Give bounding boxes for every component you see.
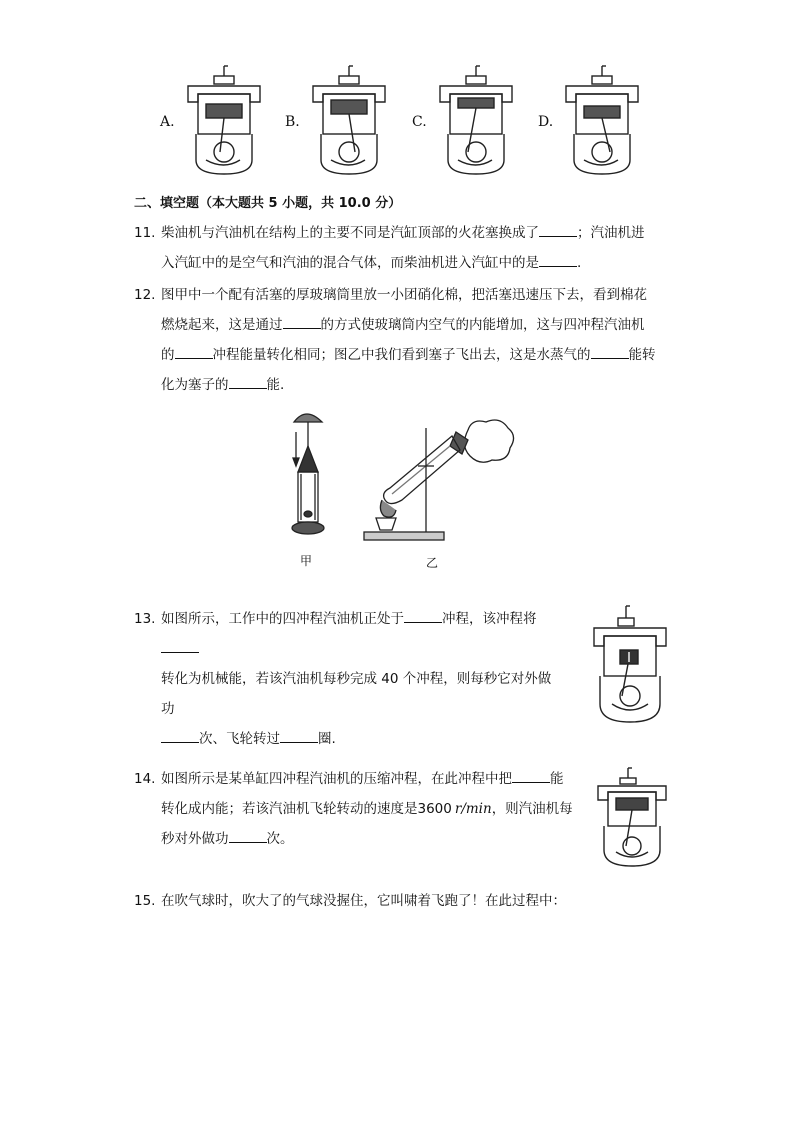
question-body bbox=[161, 218, 645, 278]
question-text: 次。 bbox=[266, 831, 294, 847]
question-text: 秒对外做功 bbox=[161, 831, 229, 847]
answer-blank[interactable] bbox=[539, 222, 577, 237]
option-b bbox=[285, 64, 395, 182]
question-number: 13. bbox=[134, 611, 156, 627]
option-a bbox=[160, 64, 270, 182]
section-title: 二、填空题（本大题共 5 小题，共 10.0 分） bbox=[134, 196, 402, 211]
question-text: 能. bbox=[266, 377, 285, 393]
option-d bbox=[538, 64, 648, 182]
question-15 bbox=[134, 886, 674, 916]
question-text: 圈. bbox=[318, 731, 336, 747]
answer-blank[interactable] bbox=[229, 374, 267, 389]
question-text: 能 bbox=[550, 771, 564, 787]
engine-diagram-icon bbox=[562, 64, 642, 176]
question-text: 如图所示是某单缸四冲程汽油机的压缩冲程，在此冲程中把 bbox=[161, 771, 512, 787]
question-text: 图甲中一个配有活塞的厚玻璃筒里放一小团硝化棉，把活塞迅速压下去，看到棉花 bbox=[161, 287, 647, 303]
answer-blank[interactable] bbox=[161, 728, 199, 743]
question-14 bbox=[134, 764, 594, 854]
option-c bbox=[412, 64, 522, 182]
question-text: 冲程能量转化相同；图乙中我们看到塞子飞出去，这是水蒸气的 bbox=[212, 347, 591, 363]
question-number: 14. bbox=[134, 771, 156, 787]
engine-compression-stroke-icon bbox=[596, 766, 668, 868]
answer-blank[interactable] bbox=[161, 638, 199, 653]
engine-power-stroke-icon bbox=[592, 604, 668, 724]
answer-blank[interactable] bbox=[229, 828, 267, 843]
engine-diagram-icon bbox=[309, 64, 389, 176]
question-11 bbox=[134, 218, 674, 278]
engine-options-row bbox=[160, 64, 640, 182]
answer-blank[interactable] bbox=[539, 252, 577, 267]
question-text: . bbox=[577, 255, 582, 271]
question-text: 冲程，该冲程将 bbox=[442, 611, 537, 627]
question-number: 11. bbox=[134, 225, 156, 241]
question-text: 柴油机与汽油机在结构上的主要不同是汽缸顶部的火花塞换成了 bbox=[161, 225, 539, 241]
question-text: 化为塞子的 bbox=[161, 377, 229, 393]
question-text: 燃烧起来，这是通过 bbox=[161, 317, 283, 333]
question-body bbox=[161, 280, 656, 400]
question-text: 转化成内能；若该汽油机飞轮转动的速度是3600 bbox=[161, 801, 452, 817]
question-text: ，则汽油机每 bbox=[491, 801, 573, 817]
answer-blank[interactable] bbox=[404, 608, 442, 623]
question-body bbox=[161, 764, 573, 854]
figure-caption-jia: 甲 bbox=[300, 554, 313, 568]
engine-diagram-icon bbox=[184, 64, 264, 176]
question-text: 如图所示，工作中的四冲程汽油机正处于 bbox=[161, 611, 404, 627]
question-text: 转化为机械能，若该汽油机每秒完成 40 个冲程，则每秒它对外做功 bbox=[161, 671, 552, 717]
question-13 bbox=[134, 604, 554, 747]
figure-caption-yi: 乙 bbox=[426, 556, 439, 570]
answer-blank[interactable] bbox=[280, 728, 318, 743]
option-d-label: D. bbox=[538, 114, 554, 130]
engine-diagram-icon bbox=[436, 64, 516, 176]
answer-blank[interactable] bbox=[283, 314, 321, 329]
answer-blank[interactable] bbox=[512, 768, 550, 783]
answer-blank[interactable] bbox=[591, 344, 629, 359]
question-text: 在吹气球时，吹大了的气球没握住，它叫啸着飞跑了！在此过程中： bbox=[161, 893, 566, 909]
question-text: ；汽油机进 bbox=[577, 225, 645, 241]
speed-unit: r/min bbox=[454, 801, 492, 817]
question-text: 能转 bbox=[628, 347, 656, 363]
question-text: 次、飞轮转过 bbox=[199, 731, 280, 747]
question-text: 的 bbox=[161, 347, 175, 363]
question-body bbox=[161, 604, 554, 754]
question-12 bbox=[134, 280, 674, 400]
option-a-label: A. bbox=[160, 114, 175, 130]
option-b-label: B. bbox=[285, 114, 300, 130]
question-text: 的方式使玻璃筒内空气的内能增加，这与四冲程汽油机 bbox=[320, 317, 645, 333]
steam-test-tube-diagram-icon bbox=[360, 414, 520, 544]
glass-cylinder-diagram-icon bbox=[286, 408, 334, 538]
question-body bbox=[161, 886, 566, 916]
question-text: 入汽缸中的是空气和汽油的混合气体，而柴油机进入汽缸中的是 bbox=[161, 255, 539, 271]
option-c-label: C. bbox=[412, 114, 427, 130]
question-number: 15. bbox=[134, 893, 156, 909]
question-number: 12. bbox=[134, 287, 156, 303]
answer-blank[interactable] bbox=[175, 344, 213, 359]
